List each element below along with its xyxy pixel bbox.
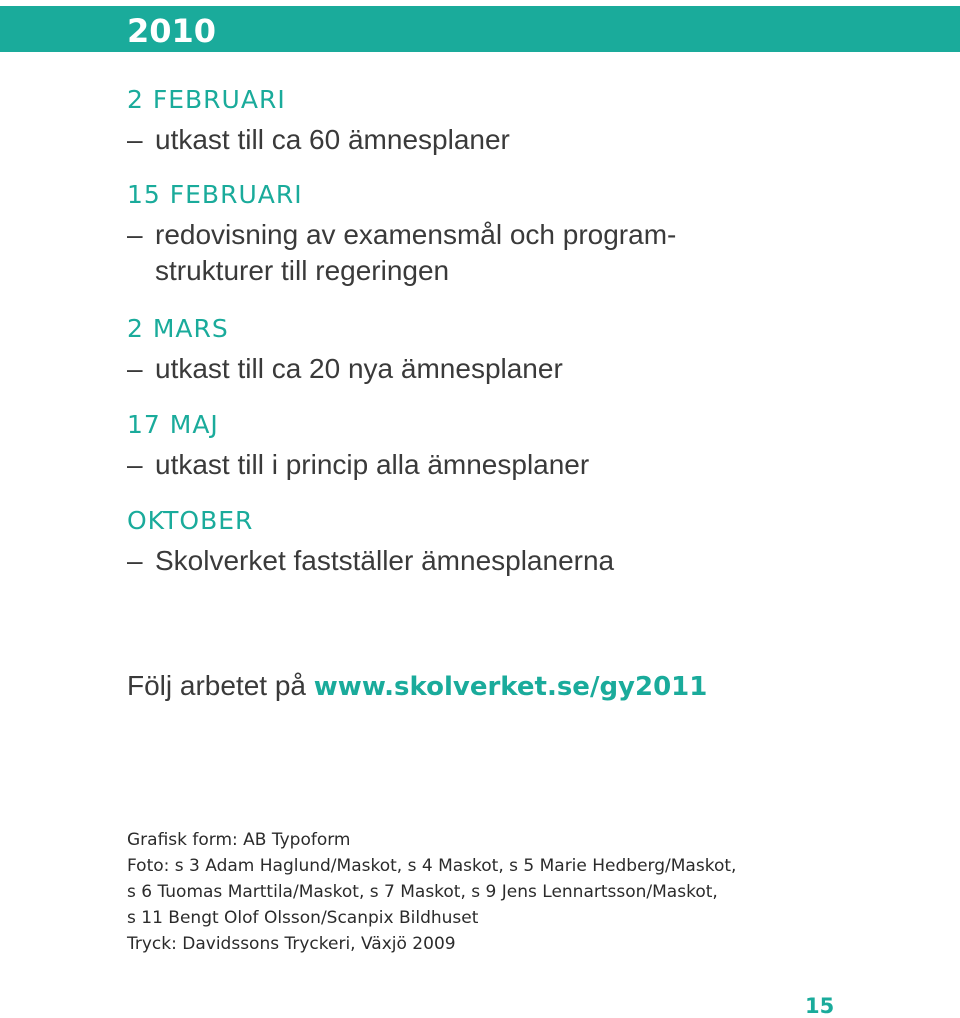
entry-date: 15 FEBRUARI xyxy=(127,180,303,209)
timeline-entry xyxy=(127,181,927,289)
timeline-entry xyxy=(127,507,927,579)
page-title: 2010 xyxy=(127,12,217,50)
credits xyxy=(127,827,947,957)
credit-line: Foto: s 3 Adam Haglund/Maskot, s 4 Maskot, s 5 Marie Hedberg/Maskot, xyxy=(127,856,737,876)
entry-description xyxy=(127,543,927,579)
entry-text: Skolverket fastställer ämnesplanerna xyxy=(155,545,615,576)
entry-description xyxy=(127,122,927,158)
dash: – xyxy=(127,124,143,155)
entry-date: 2 MARS xyxy=(127,314,229,343)
entry-text: utkast till ca 60 ämnesplaner xyxy=(155,124,510,155)
entry-description xyxy=(127,351,927,387)
credit-line: Tryck: Davidssons Tryckeri, Växjö 2009 xyxy=(127,934,456,954)
follow-line xyxy=(127,668,707,705)
entry-text: redovisning av examensmål och program- strukturer till regeringen xyxy=(155,219,677,286)
dash: – xyxy=(127,545,143,576)
follow-text: Följ arbetet på xyxy=(127,670,314,701)
credit-line: s 11 Bengt Olof Olsson/Scanpix Bildhuset xyxy=(127,908,479,928)
page-number: 15 xyxy=(805,994,835,1018)
timeline-entry xyxy=(127,86,927,158)
entry-date: 2 FEBRUARI xyxy=(127,85,286,114)
dash: – xyxy=(127,219,143,250)
entry-text: utkast till ca 20 nya ämnesplaner xyxy=(155,353,563,384)
timeline-entry xyxy=(127,411,927,483)
skolverket-link[interactable]: www.skolverket.se/gy2011 xyxy=(313,672,708,702)
entry-description xyxy=(127,217,927,289)
entry-description xyxy=(127,447,927,483)
entry-text: utkast till i princip alla ämnesplaner xyxy=(155,449,590,480)
credit-line: Grafisk form: AB Typoform xyxy=(127,830,351,850)
entry-date: OKTOBER xyxy=(127,506,254,535)
dash: – xyxy=(127,353,143,384)
credit-line: s 6 Tuomas Marttila/Maskot, s 7 Maskot, s 9 Jens Lennartsson/Maskot, xyxy=(127,882,718,902)
entry-date: 17 MAJ xyxy=(127,410,219,439)
timeline-entry xyxy=(127,315,927,387)
dash: – xyxy=(127,449,143,480)
